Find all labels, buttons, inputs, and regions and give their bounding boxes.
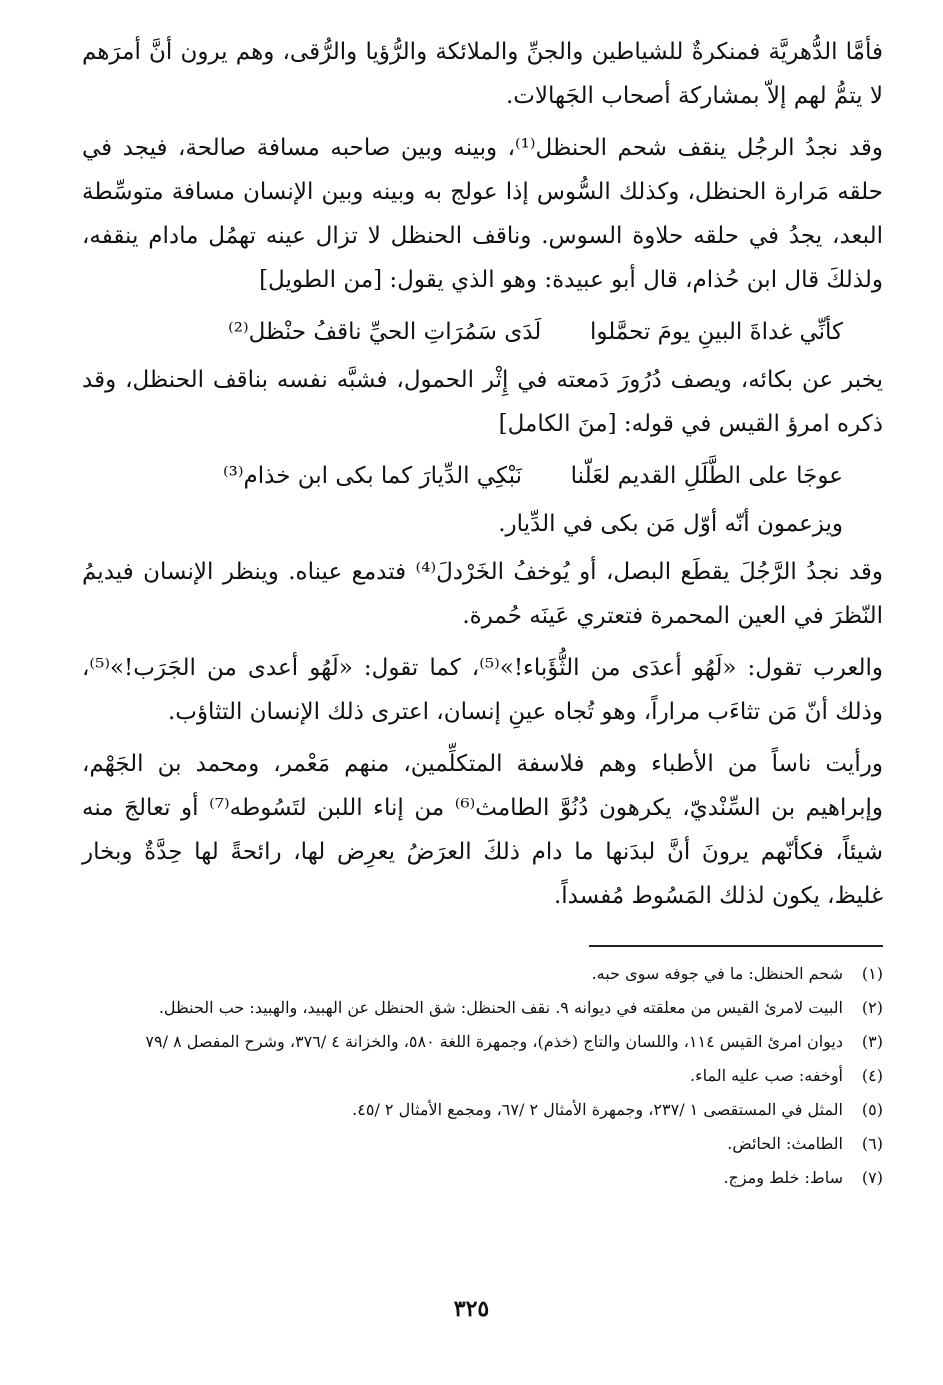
- footnote: [82, 1164, 883, 1192]
- footnote: [82, 1028, 883, 1056]
- footnote-number: (٣): [861, 1032, 883, 1051]
- paragraph-5: والعرب تقول: «لَهُو أعدَى من الثُّؤَباء!»⁽⁵⁾، كما تقول: «لَهُو أعدى من الجَرَب!»⁽⁵⁾، وذلك أنّ مَن تثاءَب مراراً، وهو تُجاه عينِ إنسان، اعترى ذلك الإنسان التثاؤب.: [82, 655, 883, 725]
- footnote-number: (٦): [861, 1134, 883, 1153]
- footnote-divider: [589, 945, 883, 947]
- verse-2-first-hemistich: عوجَا على الطَّلَلِ القديم لعَلّنا: [570, 463, 843, 489]
- paragraph-1: فأمَّا الدُّهريَّة فمنكرةٌ للشياطين والجنِّ والملائكة والرُّؤيا والرُّقى، وهم يرون أنَّ أمرَهم لا يتمُّ لهم إلاّ بمشاركة أصحاب الجَهالات.: [82, 39, 883, 109]
- paragraph-2: وقد نجدُ الرجُل ينقف شحم الحنظل⁽¹⁾، وبينه وبين صاحبه مسافة صالحة، فيجد في حلقه مَرارة الحنظل، وكذلك السُّوس إذا عولج به وبينه وبين الإنسان مسافة متوسِّطة البعد، يجدُ في حلقه حلاوة السوس. وناقف الحنظل لا تزال عينه تهمُل مادام ينقفه، ولذلكَ قال ابن حُذام، قال أبو عبيدة: وهو الذي يقول: [من الطويل]: [82, 135, 883, 293]
- footnote-text: الطامث: الحائض.: [727, 1134, 843, 1153]
- page-number: ٣٢٥: [453, 1296, 490, 1322]
- footnotes: [82, 960, 883, 1198]
- verse-1: [82, 310, 883, 354]
- footnote: [82, 960, 883, 988]
- footnote-text: شحم الحنظل: ما في جوفه سوى حبه.: [591, 964, 843, 983]
- footnote-text: البيت لامرئ القيس من معلقته في ديوانه ٩. نقف الحنظل: شق الحنظل عن الهبيد، والهبيد: حب الحنظل.: [158, 998, 843, 1017]
- footnote-number: (٧): [861, 1168, 883, 1187]
- paragraph-6: ورأيت ناساً من الأطباء وهم فلاسفة المتكلِّمين، منهم مَعْمر، ومحمد بن الجَهْم، وإبراهيم بن السِّنْديّ، يكرهون دُنُوَّ الطامث⁽⁶⁾ من إناء اللبن لتَسُوطه⁽⁷⁾ أو تعالجَ منه شيئاً، فكأنّهم يرونَ أنَّ لبدَنها ما دام ذلكَ العرَضُ يعرِض لها، رائحةً لها حِدَّةٌ وبخار غليظ، يكون لذلك المَسُوط مُفسداً.: [82, 751, 883, 909]
- footnote: [82, 1130, 883, 1158]
- verse-2-commentary: ويزعمون أنّه أوّل مَن بكى في الدِّيار.: [498, 511, 843, 537]
- footnote-number: (٢): [861, 998, 883, 1017]
- footnote-text: ديوان امرئ القيس ١١٤، واللسان والتاج (خذم)، وجمهرة اللغة ٥٨٠، والخزانة ٤ /٣٧٦، وشرح المفصل ٨ /٧٩: [145, 1032, 843, 1051]
- main-text: [82, 30, 883, 926]
- footnote-number: (٥): [861, 1100, 883, 1119]
- verse-1-first-hemistich: كأنِّي غداةَ البينِ يومَ تحمَّلوا: [589, 319, 843, 345]
- footnote-number: (٤): [861, 1066, 883, 1085]
- footnote: [82, 994, 883, 1022]
- verse-2: [82, 454, 883, 498]
- footnote: [82, 1096, 883, 1124]
- verse-1-second-hemistich: لَدَى سَمُرَاتِ الحيِّ ناقفُ حنْظل⁽²⁾: [228, 319, 542, 345]
- verse-2-second-hemistich: نَبْكِي الدِّيارَ كما بكى ابن خذام⁽³⁾: [222, 463, 522, 489]
- paragraph-3: يخبر عن بكائه، ويصف دُرُورَ دَمعته في إِثْر الحمول، فشبَّه نفسه بناقف الحنظل، وقد ذكره امرؤ القيس في قوله: [منَ الكامل]: [82, 367, 883, 437]
- footnote-text: المثل في المستقصى ١ /٢٣٧، وجمهرة الأمثال ٢ /٦٧، ومجمع الأمثال ٢ /٤٥.: [352, 1100, 843, 1119]
- footnote-text: أوخفه: صب عليه الماء.: [690, 1066, 843, 1085]
- footnote-number: (١): [861, 964, 883, 983]
- paragraph-4: وقد نجدُ الرَّجُلَ يقطَع البصل، أو يُوخفُ الخَرْدلَ⁽⁴⁾ فتدمع عيناه. وينظر الإنسان فيديمُ النّظرَ في العين المحمرة فتعتري عَينَه حُمرة.: [82, 559, 884, 629]
- footnote-text: ساط: خلط ومزج.: [723, 1168, 843, 1187]
- footnote: [82, 1062, 883, 1090]
